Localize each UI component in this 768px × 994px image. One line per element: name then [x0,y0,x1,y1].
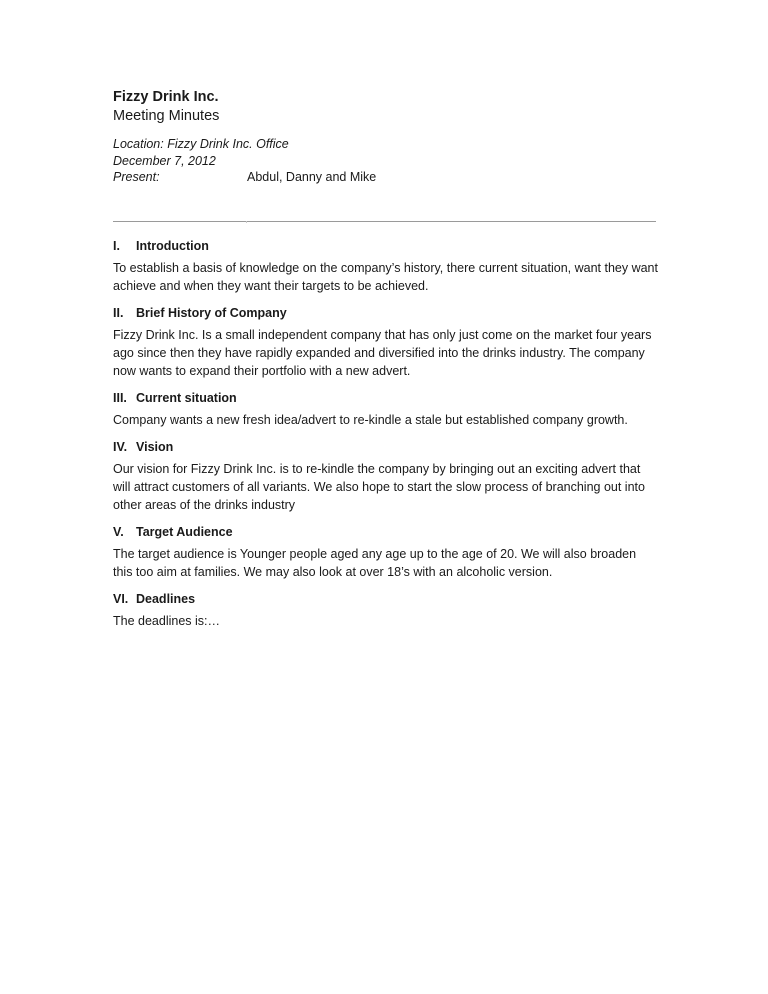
section-title: Introduction [136,239,209,253]
section-title: Current situation [136,391,237,405]
meeting-location: Location: Fizzy Drink Inc. Office [113,137,289,151]
section-heading [113,591,658,607]
section-text: The target audience is Younger people aged any age up to the age of 20. We will also broaden this too aim at families. We may also look at over 18’s with an alcoholic version. [113,547,637,579]
meeting-date: December 7, 2012 [113,153,216,168]
section-current-situation [113,390,658,429]
attendees-list: Abdul, Danny and Mike [247,170,377,184]
section-number: V. [113,525,124,539]
header-divider [113,221,656,222]
section-heading [113,390,658,406]
section-number: III. [113,391,127,405]
section-title: Target Audience [136,525,233,539]
section-vision [113,439,658,514]
document-title: Meeting Minutes [113,108,220,124]
section-text: Our vision for Fizzy Drink Inc. is to re-kindle the company by bringing out an exciting advert that will attract customers of all variants. We also hope to start the slow process of branching out into other areas of the drinks industry [113,462,645,512]
attendees-row [113,169,658,186]
section-title: Deadlines [136,592,196,606]
section-title: Brief History of Company [136,306,287,320]
section-text: Company wants a new fresh idea/advert to re-kindle a stale but established company growth. [113,413,628,427]
section-heading [113,439,658,455]
section-brief-history [113,305,658,380]
section-heading [113,524,658,540]
section-heading [113,238,658,254]
meeting-meta [113,136,658,186]
divider-mark [246,221,247,223]
section-text: The deadlines is:… [113,614,221,628]
section-title: Vision [136,440,174,454]
section-number: IV. [113,440,128,454]
section-text: To establish a basis of knowledge on the company’s history, there current situation, want they want achieve and when they want their targets to be achieved. [113,261,658,293]
section-introduction [113,238,658,295]
section-number: I. [113,239,120,253]
section-heading [113,305,658,321]
attendees-label: Present: [113,170,160,184]
document-header [113,88,658,186]
section-deadlines [113,591,658,630]
company-name: Fizzy Drink Inc. [113,89,219,105]
section-target-audience [113,524,658,581]
section-number: II. [113,306,124,320]
section-text: Fizzy Drink Inc. Is a small independent company that has only just come on the market four years ago since then they have rapidly expanded and diversified into the drinks industry. The company now wants to expand their portfolio with a new advert. [113,328,652,378]
section-number: VI. [113,592,129,606]
minutes-body [113,238,658,640]
